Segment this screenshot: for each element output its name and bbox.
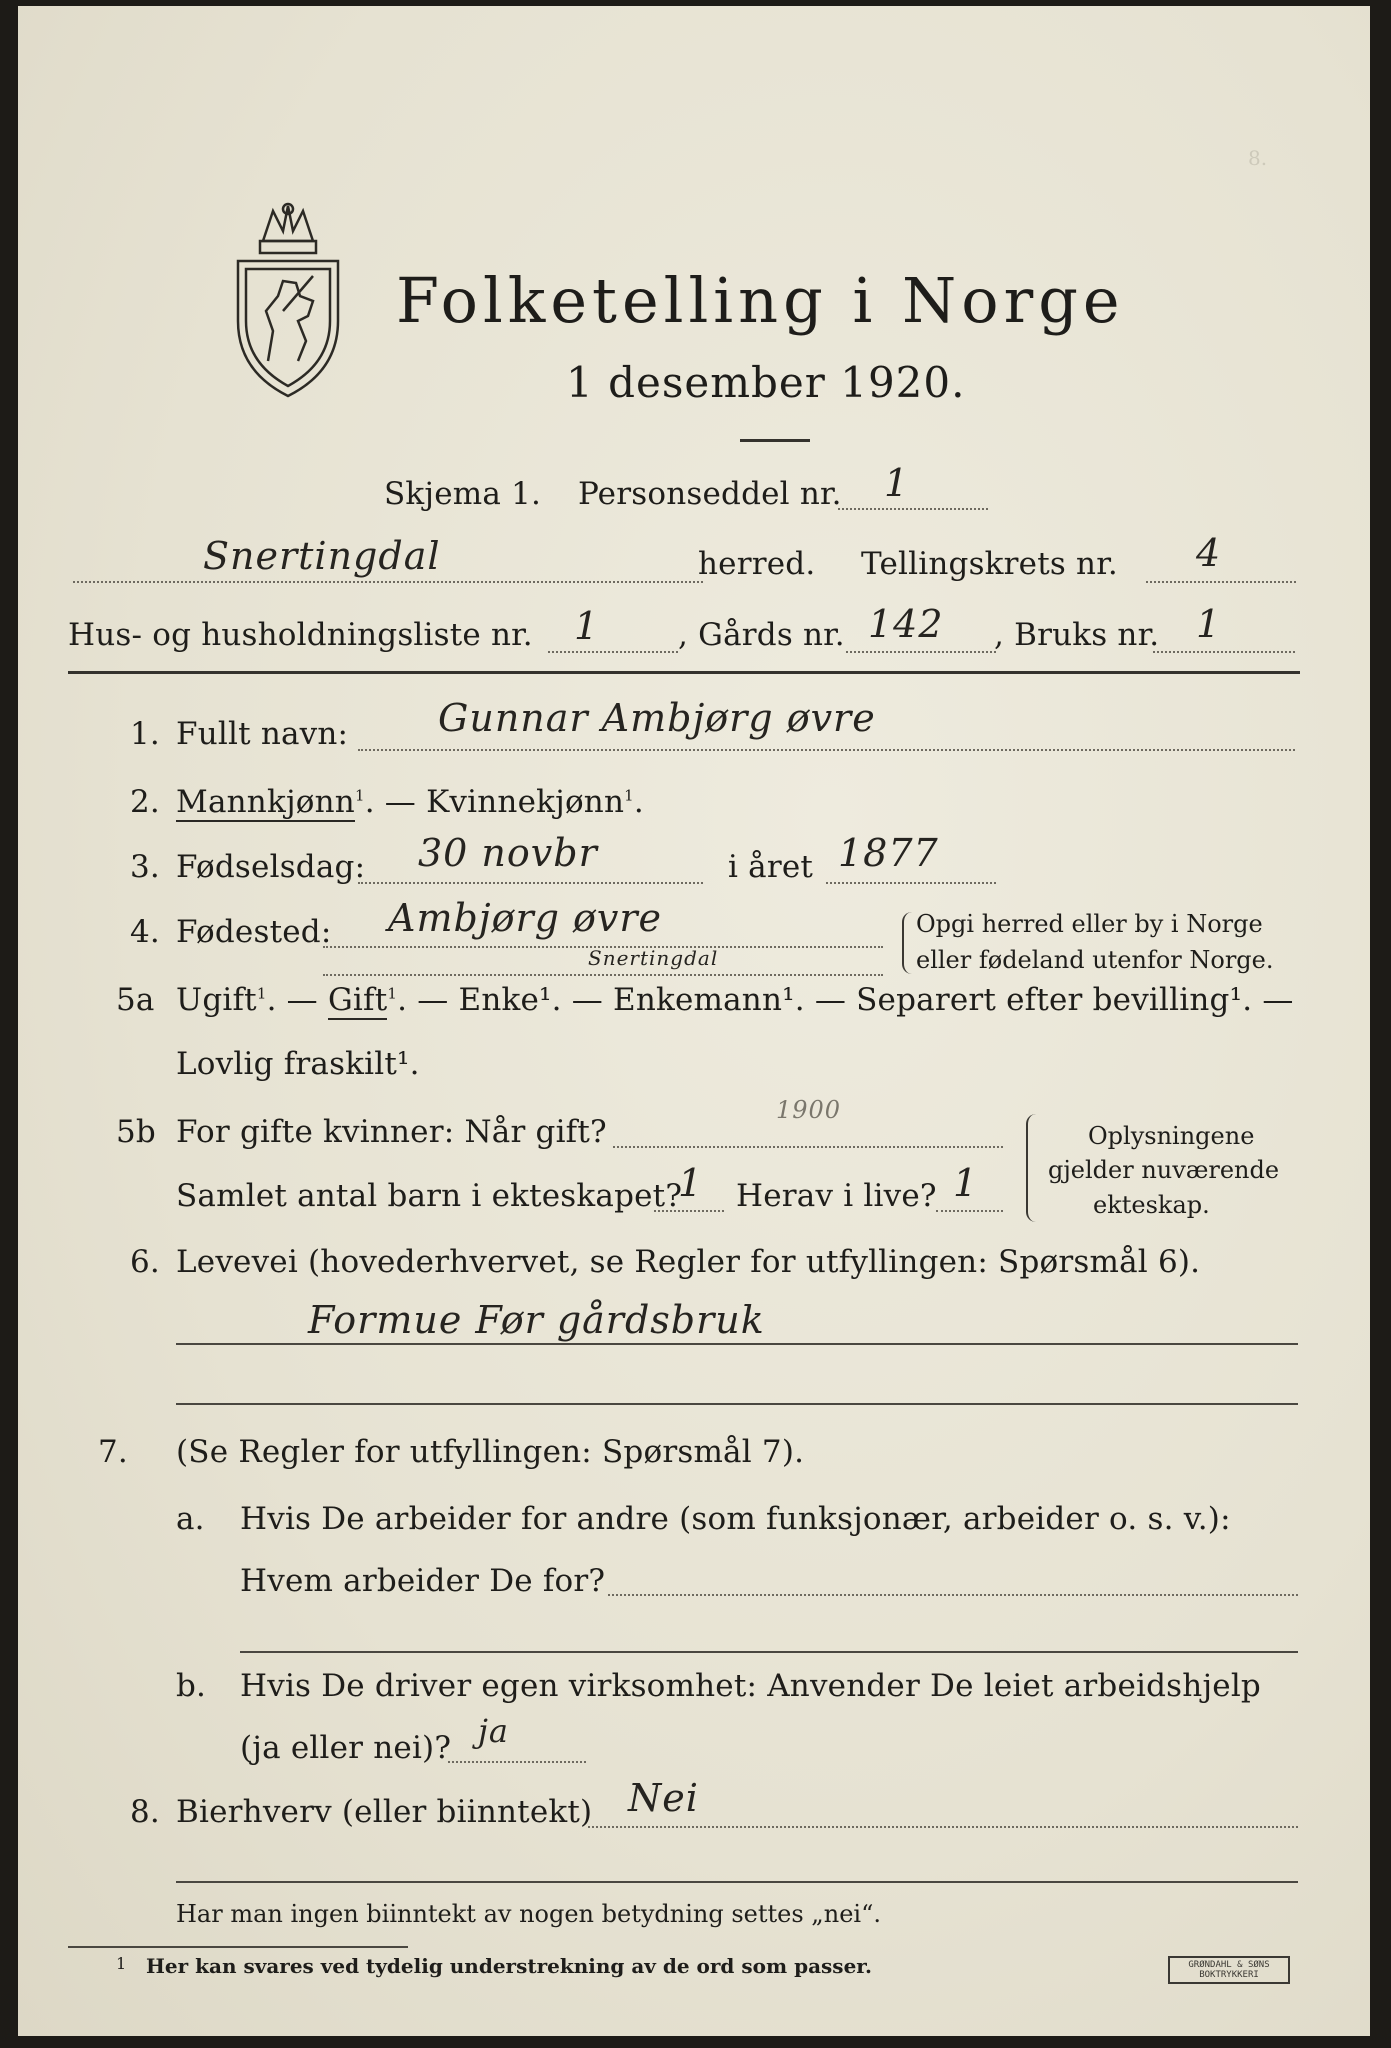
personseddel-line: [838, 508, 988, 510]
bleed-through: 8.: [1248, 146, 1268, 170]
alive-line: [936, 1210, 1003, 1212]
side-income-line-2: [176, 1881, 1298, 1883]
footnote-mark: 1: [116, 1954, 127, 1973]
footer-note: Har man ingen biinntekt av nogen betydning settes „nei“.: [176, 1900, 881, 1928]
q5b-note-1: Oplysningene: [1088, 1122, 1255, 1150]
q7a-question: Hvem arbeider De for?: [240, 1563, 606, 1599]
husliste-value[interactable]: 1: [574, 604, 600, 648]
q5b-married-label: For gifte kvinner: Når gift?: [176, 1114, 607, 1150]
marital-ugift-option[interactable]: Ugift: [176, 982, 257, 1018]
birthday-line: [358, 882, 703, 884]
side-income-line: [588, 1826, 1298, 1828]
q5b-note-2: gjelder nuværende: [1048, 1156, 1280, 1184]
krets-line: [1146, 581, 1296, 583]
skjema-label: Skjema 1.: [384, 476, 542, 512]
q5b-note-3: ekteskap.: [1093, 1191, 1210, 1219]
krets-label: Tellingskrets nr.: [861, 546, 1118, 582]
q6-number: 6.: [130, 1244, 160, 1280]
birthplace-line-2: [323, 974, 883, 976]
bruks-label: , Bruks nr.: [994, 617, 1160, 653]
gards-line: [846, 651, 996, 653]
employer-line[interactable]: [608, 1594, 1298, 1596]
q5b-brace: [1026, 1114, 1038, 1222]
employer-line-2[interactable]: [240, 1651, 1298, 1653]
q5a-number: 5a: [116, 982, 155, 1018]
q4-brace: [902, 912, 912, 974]
birth-year-value[interactable]: 1877: [838, 831, 939, 875]
q8-label: Bierhverv (eller biinntekt): [176, 1794, 593, 1830]
census-form: [18, 6, 1370, 2036]
bruks-value[interactable]: 1: [1196, 602, 1222, 646]
q5b-number: 5b: [116, 1114, 156, 1150]
herred-label: herred.: [698, 546, 816, 582]
full-name-value[interactable]: Gunnar Ambjørg øvre: [438, 696, 876, 740]
footnote-rule: [68, 1946, 408, 1948]
married-year-value[interactable]: 1900: [776, 1096, 842, 1124]
birthplace-value[interactable]: Ambjørg øvre: [388, 896, 663, 940]
q5b-alive-label: Herav i live?: [736, 1178, 937, 1214]
q4-note-2: eller fødeland utenfor Norge.: [916, 946, 1274, 974]
husliste-line: [548, 651, 678, 653]
gender-female-option[interactable]: Kvinnekjønn: [426, 784, 625, 820]
marital-status-options: Ugift$^1$. — Gift$^1$. — Enke¹. — Enkemann¹. — Separert efter bevilling¹. —: [176, 982, 1294, 1018]
header-separator: [68, 671, 1300, 674]
form-title: Folketelling i Norge: [396, 264, 1125, 337]
krets-value[interactable]: 4: [1196, 531, 1222, 575]
q4-label: Fødested:: [176, 914, 332, 950]
husliste-label: Hus- og husholdningsliste nr.: [68, 617, 533, 653]
q6-label: Levevei (hovederhvervet, se Regler for utfyllingen: Spørsmål 6).: [176, 1244, 1201, 1280]
gender-male-option[interactable]: Mannkjønn: [176, 784, 355, 820]
occupation-value[interactable]: Formue Før gårdsbruk: [308, 1298, 765, 1342]
birth-year-line: [826, 882, 996, 884]
married-year-line: [613, 1146, 1003, 1148]
alive-value[interactable]: 1: [953, 1161, 979, 1205]
birthplace-value-secondary[interactable]: Snertingdal: [588, 946, 719, 970]
title-divider: [740, 439, 810, 442]
birth-year-label: i året: [728, 849, 814, 885]
hired-help-value[interactable]: ja: [478, 1712, 509, 1750]
coat-of-arms-icon: [228, 201, 348, 401]
hired-help-line: [448, 1761, 586, 1763]
birthday-value[interactable]: 30 novbr: [418, 831, 598, 875]
printer-stamp: GRØNDAHL & SØNS BOKTRYKKERI: [1168, 1956, 1290, 1984]
q7-label: (Se Regler for utfyllingen: Spørsmål 7).: [176, 1434, 805, 1470]
q3-label: Fødselsdag:: [176, 849, 366, 885]
marital-gift-option[interactable]: Gift: [327, 982, 388, 1018]
q8-number: 8.: [130, 1794, 160, 1830]
bruks-line: [1153, 651, 1295, 653]
q7a-letter: a.: [176, 1501, 205, 1537]
gards-label: , Gårds nr.: [678, 617, 845, 653]
q2-number: 2.: [130, 784, 160, 820]
personseddel-label: Personseddel nr.: [578, 476, 842, 512]
children-line: [654, 1210, 724, 1212]
children-value[interactable]: 1: [678, 1161, 704, 1205]
herred-line: [73, 581, 703, 583]
herred-value[interactable]: Snertingdal: [203, 534, 441, 578]
census-date: 1 desember 1920.: [566, 358, 966, 407]
gards-value[interactable]: 142: [868, 602, 944, 646]
q7b-question: (ja eller nei)?: [240, 1730, 452, 1766]
q4-number: 4.: [130, 914, 160, 950]
q1-number: 1.: [130, 716, 160, 752]
q1-line: [358, 749, 1295, 751]
occupation-line-2: [176, 1403, 1298, 1405]
gender-options: Mannkjønn$^1$. — Kvinnekjønn$^1$.: [176, 784, 644, 820]
q4-note-1: Opgi herred eller by i Norge: [916, 910, 1263, 938]
q5b-children-label: Samlet antal barn i ekteskapet?: [176, 1178, 683, 1214]
occupation-line-1: [176, 1343, 1298, 1345]
side-income-value[interactable]: Nei: [628, 1776, 699, 1820]
marital-fraskilt-option[interactable]: Lovlig fraskilt¹.: [176, 1046, 420, 1082]
personseddel-value[interactable]: 1: [884, 461, 910, 505]
q7-number: 7.: [98, 1434, 128, 1470]
q7b-letter: b.: [176, 1668, 207, 1704]
footnote-text: Her kan svares ved tydelig understrekning av de ord som passer.: [146, 1954, 872, 1978]
q7b-label: Hvis De driver egen virksomhet: Anvender De leiet arbeidshjelp: [240, 1668, 1261, 1704]
q3-number: 3.: [130, 849, 160, 885]
q7a-label: Hvis De arbeider for andre (som funksjonær, arbeider o. s. v.):: [240, 1501, 1231, 1537]
q1-label: Fullt navn:: [176, 716, 349, 752]
